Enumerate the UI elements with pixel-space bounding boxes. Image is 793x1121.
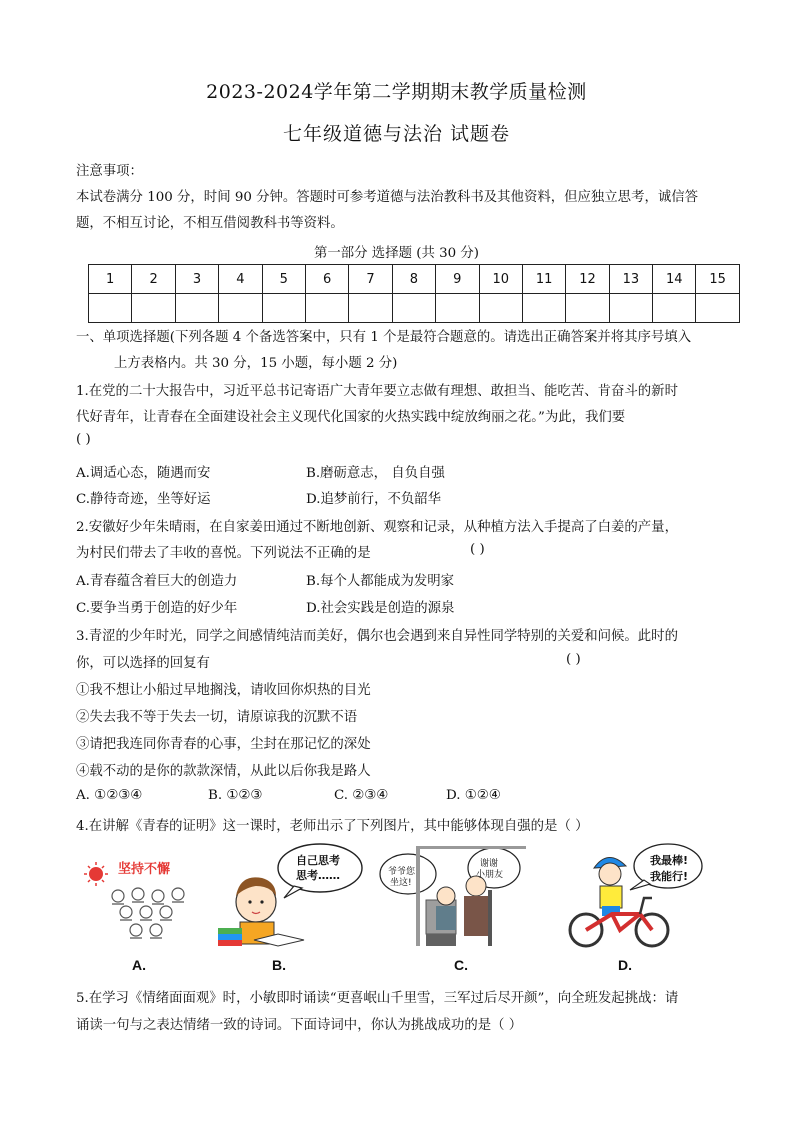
answer-number: 13 [609, 265, 652, 294]
q4-line-1: 4.在讲解《青春的证明》这一课时，老师出示了下列图片，其中能够体现自强的是（ ） [76, 819, 589, 834]
answer-number: 9 [436, 265, 479, 294]
q3-option-b[interactable]: B. ①②③ [208, 788, 263, 803]
q1-line-2: 代好青年，让青春在全面建设社会主义现代化国家的火热实践中绽放绚丽之花。”为此，我们要 [76, 410, 626, 425]
q2-line-1: 2.安徽好少年朱晴雨，在自家姜田通过不断地创新、观察和记录，从种植方法入手提高了白姜的产量， [76, 520, 678, 535]
q2-option-d[interactable]: D.社会实践是创造的源泉 [306, 601, 455, 616]
q1-line-1: 1.在党的二十大报告中，习近平总书记寄语广大青年要立志做有理想、敢担当、能吃苦、肯奋斗的新时 [76, 384, 678, 399]
answer-cell[interactable] [522, 294, 565, 323]
q1-option-b[interactable]: B.磨砺意志， 自负自强 [306, 466, 445, 481]
answer-number: 12 [566, 265, 609, 294]
q2-option-a[interactable]: A.青春蕴含着巨大的创造力 [76, 574, 238, 589]
elder-speech-line-1: 谢谢 [480, 859, 499, 869]
q3-statement-3: ③请把我连同你青春的心事，尘封在那记忆的深处 [76, 737, 371, 752]
q1-option-c[interactable]: C.静待奇迹，坐等好运 [76, 492, 211, 507]
answer-cell[interactable] [436, 294, 479, 323]
answer-number: 1 [89, 265, 132, 294]
answer-number: 5 [262, 265, 305, 294]
q3-option-c[interactable]: C. ②③④ [334, 788, 389, 803]
notice-heading: 注意事项： [76, 164, 143, 179]
answer-cell[interactable] [696, 294, 739, 323]
q3-statement-4: ④载不动的是你的款款深情，从此以后你我是路人 [76, 764, 371, 779]
q3-statement-1: ①我不想让小船过早地搁浅，请收回你炽热的目光 [76, 683, 371, 698]
q5-line-2: 诵读一句与之表达情绪一致的诗词。下面诗词中，你认为挑战成功的是（ ） [76, 1018, 523, 1033]
answer-cell[interactable] [349, 294, 392, 323]
sun-icon [84, 862, 108, 886]
think-bubble-line-2: 思考…… [296, 869, 340, 882]
child-speech-line-1: 爷爷您 [388, 867, 416, 877]
answer-number: 11 [522, 265, 565, 294]
answer-cell[interactable] [175, 294, 218, 323]
bike-speech-line-2: 我能行! [650, 870, 689, 883]
q1-option-a[interactable]: A.调适心态，随遇而安 [76, 466, 211, 481]
answer-grid-number-row [89, 265, 740, 294]
answer-cell[interactable] [305, 294, 348, 323]
q4-label-d: D. [618, 957, 632, 973]
q4-picture-b[interactable] [214, 840, 364, 952]
q2-line-2: 为村民们带去了丰收的喜悦。下列说法不正确的是 [76, 546, 371, 561]
answer-cell[interactable] [262, 294, 305, 323]
q3-statement-2: ②失去我不等于失去一切，请原谅我的沉默不语 [76, 710, 358, 725]
answer-grid-blank-row [89, 294, 740, 323]
q2-option-c[interactable]: C.要争当勇于创造的好少年 [76, 601, 238, 616]
answer-cell[interactable] [653, 294, 696, 323]
child-speech-line-2: 坐这! [390, 878, 412, 888]
persevere-banner: 坚持不懈 [118, 862, 171, 877]
q4-label-a: A. [132, 957, 146, 973]
answer-number: 7 [349, 265, 392, 294]
q4-label-b: B. [272, 957, 286, 973]
answer-cell[interactable] [479, 294, 522, 323]
answer-number: 3 [175, 265, 218, 294]
bike-speech-line-1: 我最棒! [650, 854, 689, 867]
students-persevere-illustration [78, 840, 208, 952]
q2-paren: ( ) [470, 542, 485, 557]
q3-option-d[interactable]: D. ①②④ [446, 788, 501, 803]
q1-option-d[interactable]: D.追梦前行，不负韶华 [306, 492, 442, 507]
answer-number: 10 [479, 265, 522, 294]
q4-label-c: C. [454, 957, 468, 973]
q2-option-b[interactable]: B.每个人都能成为发明家 [306, 574, 455, 589]
notice-line-2: 题，不相互讨论，不相互借阅教科书等资料。 [76, 216, 344, 231]
q3-option-a[interactable]: A. ①②③④ [76, 788, 143, 803]
answer-cell[interactable] [219, 294, 262, 323]
answer-grid [88, 264, 740, 323]
exam-title: 2023-2024学年第二学期期末教学质量检测 [206, 81, 587, 103]
section1-instruction-1: 一、单项选择题(下列各题 4 个备选答案中，只有 1 个是最符合题意的。请选出正确答案并将其序号填入 [76, 330, 692, 345]
answer-number: 2 [132, 265, 175, 294]
answer-number: 14 [653, 265, 696, 294]
elder-speech-line-2: 小朋友 [476, 870, 504, 880]
answer-cell[interactable] [89, 294, 132, 323]
boy-thinking-illustration [214, 840, 364, 952]
offer-seat-illustration [376, 840, 534, 952]
answer-cell[interactable] [132, 294, 175, 323]
part1-title: 第一部分 选择题 (共 30 分) [313, 246, 480, 261]
answer-number: 8 [392, 265, 435, 294]
answer-cell[interactable] [392, 294, 435, 323]
q3-line-1: 3.青涩的少年时光，同学之间感情纯洁而美好，偶尔也会遇到来自异性同学特别的关爱和问候。此时的 [76, 629, 678, 644]
q4-picture-d[interactable] [560, 840, 710, 952]
q3-paren: ( ) [566, 652, 581, 667]
answer-number: 4 [219, 265, 262, 294]
think-bubble-line-1: 自己思考 [296, 854, 340, 867]
q3-line-2: 你，可以选择的回复有 [76, 656, 210, 671]
answer-number: 6 [305, 265, 348, 294]
q4-picture-a[interactable] [78, 840, 208, 952]
q1-paren: ( ) [76, 432, 91, 447]
answer-cell[interactable] [566, 294, 609, 323]
q4-picture-c[interactable] [376, 840, 534, 952]
answer-number: 15 [696, 265, 739, 294]
answer-cell[interactable] [609, 294, 652, 323]
q5-line-1: 5.在学习《情绪面面观》时，小敏即时诵读“更喜岷山千里雪，三军过后尽开颜”，向全班发起挑战：请 [76, 991, 679, 1006]
section1-instruction-2: 上方表格内。共 30 分，15 小题，每小题 2 分) [114, 356, 398, 371]
notice-line-1: 本试卷满分 100 分，时间 90 分钟。答题时可参考道德与法治教科书及其他资料，但应独立思考，诚信答 [76, 190, 699, 205]
exam-subtitle: 七年级道德与法治 试题卷 [282, 123, 511, 145]
